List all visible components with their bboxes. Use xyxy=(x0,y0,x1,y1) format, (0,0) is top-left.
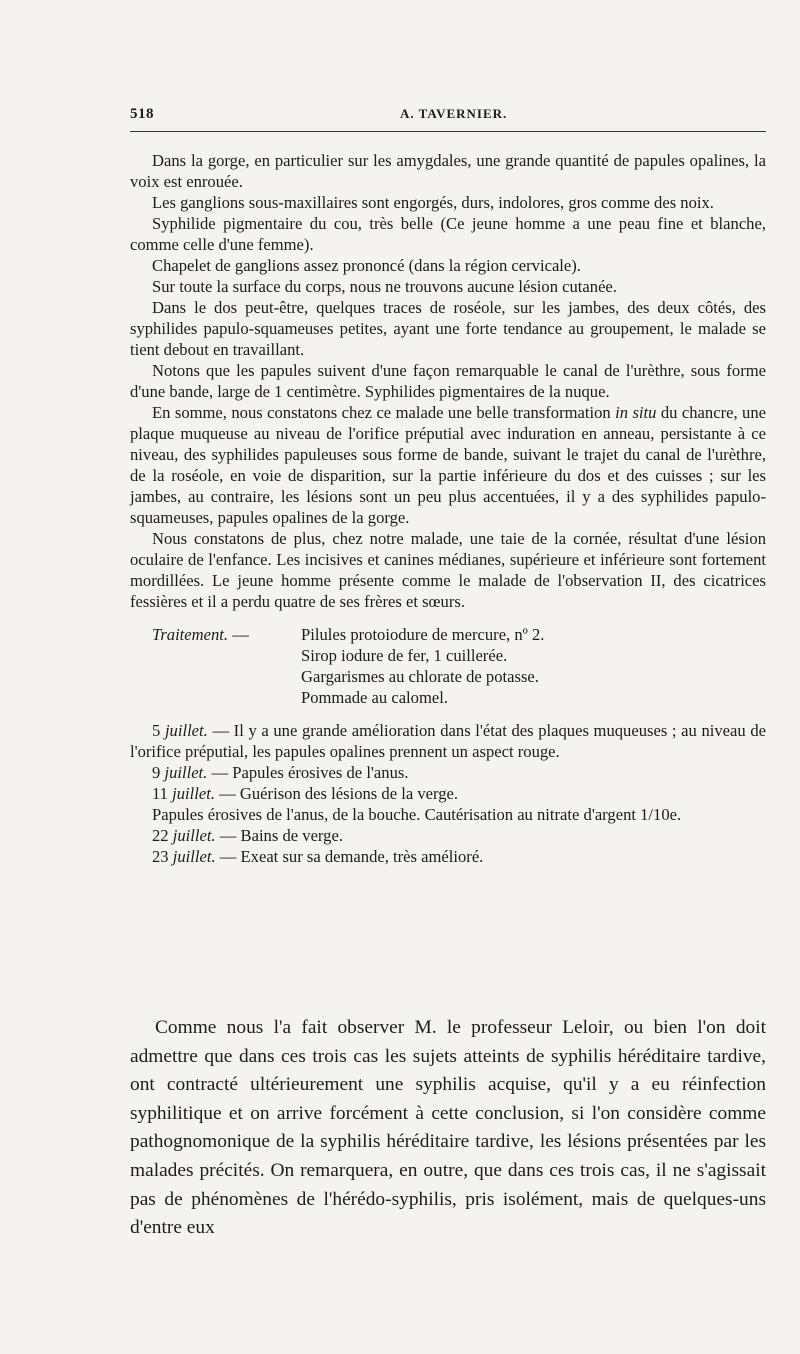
journal-month: juillet. xyxy=(164,763,208,782)
treatment-label-line xyxy=(130,624,301,708)
journal-day: 23 xyxy=(152,847,173,866)
page-number: 518 xyxy=(130,106,154,122)
journal-text: — Papules érosives de l'anus. xyxy=(207,763,409,782)
header-rule xyxy=(130,131,766,132)
paragraph: Dans la gorge, en particulier sur les amygdales, une grande quantité de papules opalines, la voix est enrouée. xyxy=(130,151,766,191)
paragraph: Notons que les papules suivent d'une façon remarquable le canal de l'urèthre, sous forme d'une bande, large de 1 centimètre. Syphilides pigmentaires de la nuque. xyxy=(130,361,766,401)
paragraph: Chapelet de ganglions assez prononcé (dans la région cervicale). xyxy=(152,256,581,275)
running-header xyxy=(130,102,766,128)
summary-paragraph xyxy=(130,402,766,528)
journal-text: Papules érosives de l'anus, de la bouche. Cautérisation au nitrate d'argent 1/10e. xyxy=(152,805,682,824)
conclusion-text xyxy=(130,1014,766,1243)
observation-text xyxy=(130,150,766,867)
journal-day: 5 xyxy=(152,721,165,740)
journal-entry xyxy=(130,825,766,846)
conclusion-paragraph: Comme nous l'a fait observer M. le professeur Leloir, ou bien l'on doit admettre que dans ces trois cas les sujets atteints de syphilis héréditaire tardive, ont contracté ultérieurement une syphilis acquise, qu'il y a eu réinfection syphilitique et on arrive forcément à cette conclusion, si l'on considère comme pathognomonique de la syphilis héréditaire tardive, les lésions présentées par les malades précités. On remarquera, en outre, que dans ces trois cas, il ne s'agissait pas de phénomènes de l'hérédo-syphilis, pris isolément, mais de quelques-uns d'entre eux xyxy=(130,1017,766,1239)
treatment-list xyxy=(301,624,766,708)
journal-month: juillet. xyxy=(164,721,208,740)
journal-text: — Bains de verge. xyxy=(215,826,343,845)
summary-lead: En somme, nous constatons chez ce malade une belle transformation xyxy=(152,403,616,422)
treatment-item: Pilules protoiodure de mercure, nº 2. xyxy=(301,625,545,644)
journal-entry xyxy=(130,783,766,804)
treatment-item: Pommade au calomel. xyxy=(301,688,448,707)
paragraph: Les ganglions sous-maxillaires sont engorgés, durs, indolores, gros comme des noix. xyxy=(152,193,714,212)
journal-day: 9 xyxy=(152,763,165,782)
journal-entry xyxy=(130,762,766,783)
journal-text: — Exeat sur sa demande, très amélioré. xyxy=(215,847,484,866)
treatment-label: Traitement. xyxy=(152,625,229,644)
treatment-item: Sirop iodure de fer, 1 cuillerée. xyxy=(301,646,508,665)
journal-month: juillet. xyxy=(172,847,216,866)
journal-day: 22 xyxy=(152,826,173,845)
paragraph: Sur toute la surface du corps, nous ne trouvons aucune lésion cutanée. xyxy=(152,277,617,296)
treatment-item: Gargarismes au chlorate de potasse. xyxy=(301,667,539,686)
paragraph: Dans le dos peut-être, quelques traces de roséole, sur les jambes, des deux côtés, des syphilides papulo-squameuses petites, ayant une forte tendance au groupement, le malade se tient debout en travaillant. xyxy=(130,298,766,359)
treatment-block xyxy=(130,624,766,708)
summary-rest: du chancre, une plaque muqueuse au niveau de l'orifice préputial avec induration en anneau, persistante à ce niveau, des syphilides papuleuses sous forme de bande, suivant le trajet du canal de l'urèthre, de la roséole, en voie de disparition, sur la partie inférieure du dos et des cuisses ; sur les jambes, au contraire, les lésions sont un peu plus accentuées, il y a des syphilides papulo-squameuses, papules opalines de la gorge. xyxy=(130,403,766,527)
journal-month: juillet. xyxy=(172,784,216,803)
journal-entry xyxy=(130,804,766,825)
journal-day: 11 xyxy=(152,784,173,803)
journal-month: juillet. xyxy=(172,826,216,845)
journal-entry xyxy=(130,720,766,762)
journal-text: — Il y a une grande amélioration dans l'état des plaques muqueuses ; au niveau de l'orifice préputial, les papules opalines prennent un aspect rouge. xyxy=(130,721,766,761)
treatment-dash: — xyxy=(228,625,249,644)
journal-entry xyxy=(130,846,766,867)
journal-text: — Guérison des lésions de la verge. xyxy=(215,784,459,803)
paragraph: Syphilide pigmentaire du cou, très belle (Ce jeune homme a une peau fine et blanche, comme celle d'une femme). xyxy=(130,214,766,254)
paragraph: Nous constatons de plus, chez notre malade, une taie de la cornée, résultat d'une lésion oculaire de l'enfance. Les incisives et canines médianes, supérieure et inférieure sont fortement mordillées. Le jeune homme présente comme le malade de l'observation II, des cicatrices fessières et il a perdu quatre de ses frères et sœurs. xyxy=(130,529,766,611)
running-title: A. TAVERNIER. xyxy=(400,106,508,121)
summary-italic: in situ xyxy=(615,403,657,422)
